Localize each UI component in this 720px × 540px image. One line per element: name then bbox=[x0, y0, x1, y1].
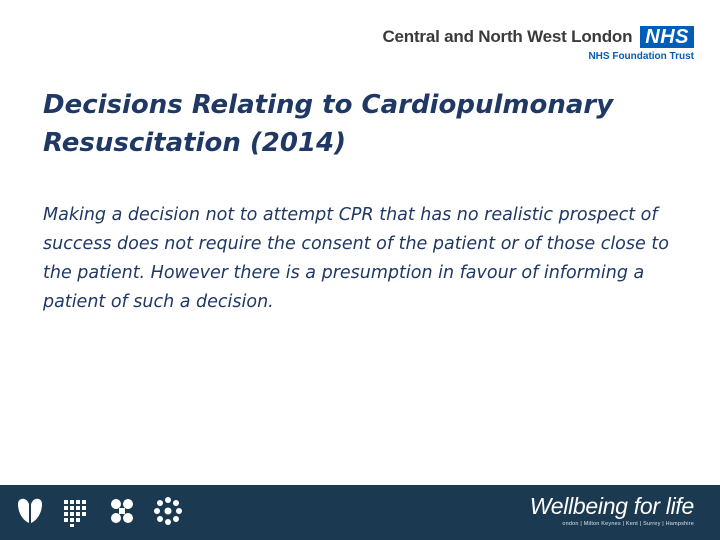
clover-icon bbox=[111, 499, 133, 523]
flower-icon bbox=[154, 497, 182, 525]
dots-grid-icon bbox=[64, 500, 86, 527]
logo-row bbox=[382, 26, 694, 48]
slide-body: Making a decision not to attempt CPR that has no realistic prospect of success does not require the consent of the patient or of those close to the patient. However there is a presumption in favour of informing a patient of such a decision. bbox=[43, 205, 669, 312]
heart-icon bbox=[18, 499, 42, 523]
footer-icons bbox=[16, 495, 201, 529]
footer-tagline: Wellbeing for life bbox=[529, 493, 694, 519]
org-name: Central and North West London bbox=[382, 27, 633, 46]
trust-name: NHS Foundation Trust bbox=[588, 51, 694, 62]
footer-bar bbox=[0, 485, 720, 540]
footer-locations: ondon | Milton Keynes | Kent | Surrey | Hampshire bbox=[562, 521, 694, 527]
slide-title: Decisions Relating to Cardiopulmonary Resuscitation (2014) bbox=[43, 90, 614, 158]
nhs-badge: NHS bbox=[640, 26, 694, 48]
organisation-logo bbox=[382, 26, 694, 62]
